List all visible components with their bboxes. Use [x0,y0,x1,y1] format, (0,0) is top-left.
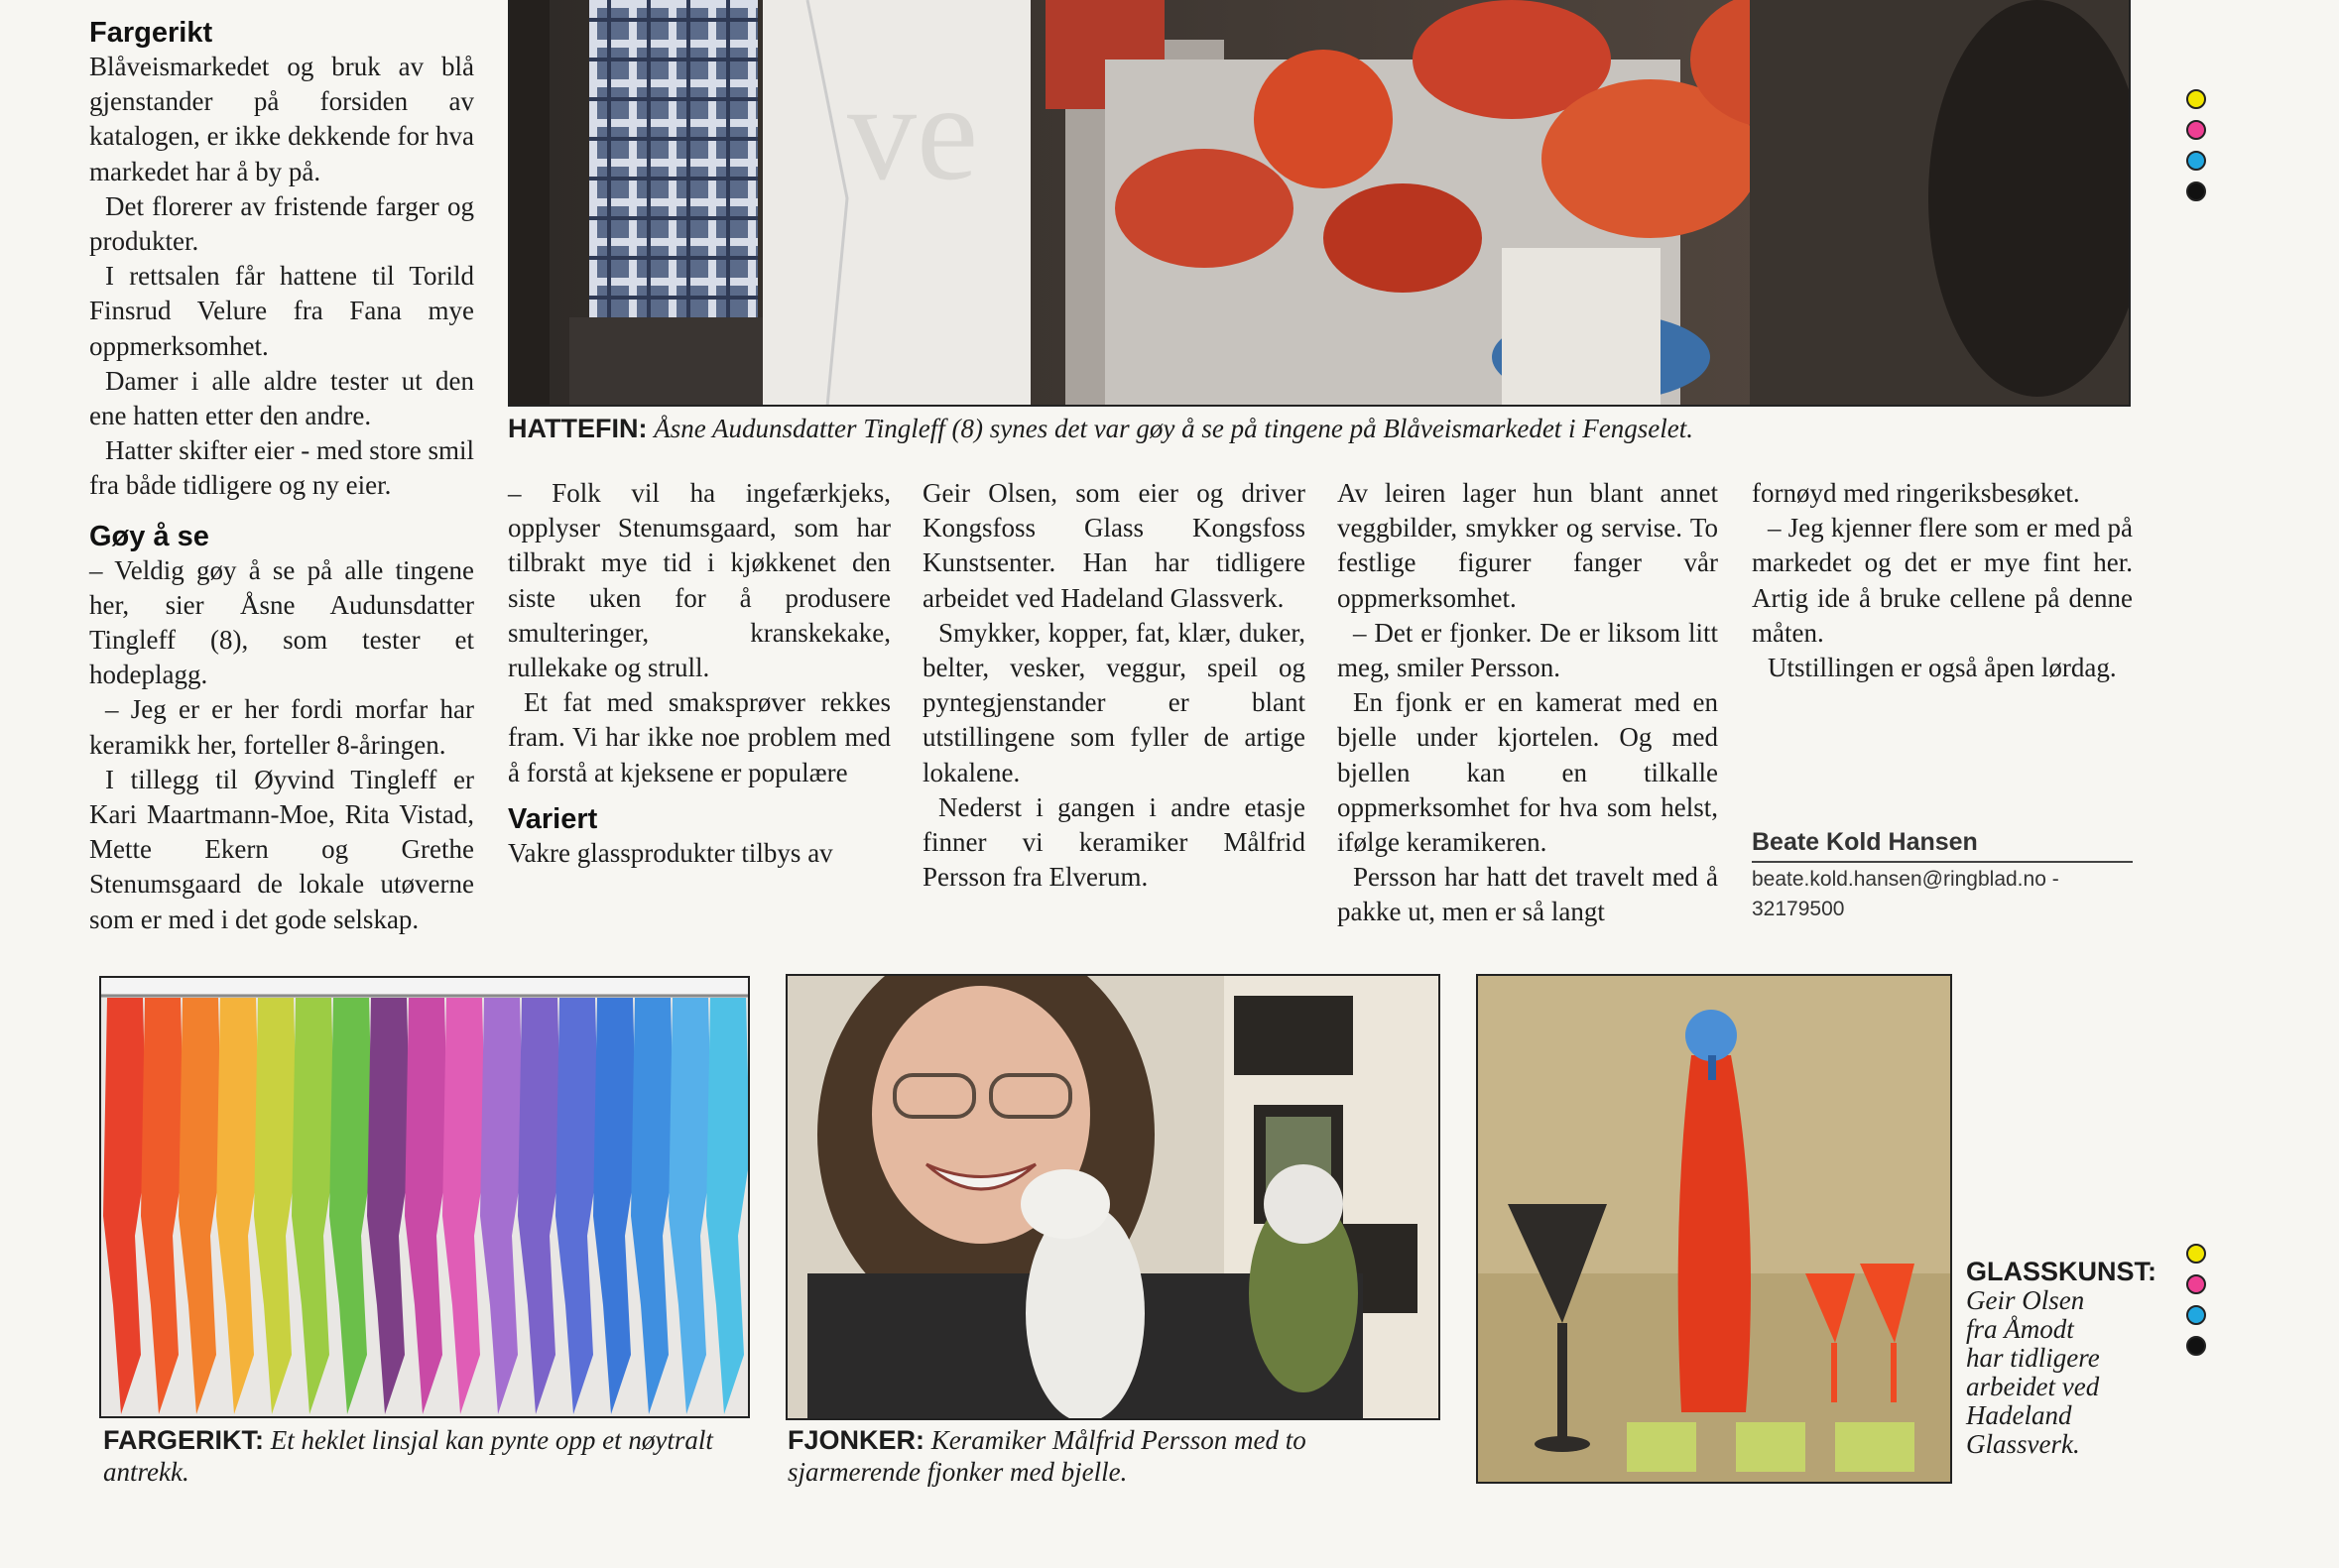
top-photo-hats [508,0,2131,407]
paragraph: Persson har hatt det travelt med å pakke ut, men er så langt [1337,862,1718,927]
caption-text-fargerikt: Et heklet linsjal kan pynte opp et nøytralt antrekk. [103,1425,713,1487]
caption-scarves [103,1424,748,1488]
byline [1752,827,2133,924]
paragraph: Hatter skifter eier - med store smil fra både tidligere og ny eier. [89,435,474,501]
photo-ceramist [786,974,1440,1420]
left-column-paragraphs-1 [89,50,474,504]
column-4-paragraphs [1337,476,1718,930]
paragraph: En fjonk er en kamerat med en bjelle under kjortelen. Og med bjellen kan en tilkalle oppmerksomhet for hva som helst, ifølge keramikeren. [1337,687,1718,858]
registration-dot [2186,181,2206,201]
paragraph: Blåveismarkedet og bruk av blå gjenstander på forsiden av katalogen, er ikke dekkende for hva markedet har å by på. [89,52,474,186]
caption-glass [1966,1257,2157,1459]
registration-dot [2186,1336,2206,1356]
paragraph: – Det er fjonker. De er liksom litt meg, smiler Persson. [1337,617,1718,683]
byline-contact: beate.kold.hansen@ringblad.no - 32179500 [1752,868,2059,920]
column-3 [923,476,1305,895]
byline-rule [1752,861,2133,863]
subheading-goy-a-se: Gøy å se [89,520,209,552]
paragraph: Det florerer av fristende farger og produkter. [89,190,474,257]
caption-text-fjonker: Keramiker Målfrid Persson med to sjarmerende fjonker med bjelle. [788,1425,1306,1487]
registration-dot [2186,1305,2206,1325]
column-2 [508,476,891,871]
photo-scarves [99,976,750,1418]
caption-ceramist [788,1424,1442,1488]
caption-label-glasskunst: GLASSKUNST: [1966,1257,2157,1286]
paragraph: I tillegg til Øyvind Tingleff er Kari Maartmann-Moe, Rita Vistad, Mette Ekern og Grethe Stenumsgaard de lokale utøverne som er med i det gode selskap. [89,764,474,934]
paragraph: – Folk vil ha ingefærkjeks, opplyser Stenumsgaard, som har tilbrakt mye tid i kjøkkenet den siste uken for å produsere smulteringer, kranskekake, rullekake og strull. [508,478,891,683]
column-4 [1337,476,1718,930]
column-2-paragraphs-1 [508,476,891,790]
subheading-fargerikt: Fargerikt [89,17,213,49]
column-5 [1752,476,2133,685]
paragraph: Nederst i gangen i andre etasje finner vi keramiker Målfrid Persson fra Elverum. [923,791,1305,893]
caption-text-glasskunst: Geir Olsen fra Åmodt har tidligere arbeidet ved Hadeland Glassverk. [1966,1285,2100,1459]
paragraph: – Jeg er er her fordi morfar har keramikk her, forteller 8-åringen. [89,694,474,760]
paragraph: Av leiren lager hun blant annet veggbilder, smykker og servise. To festlige figurer fanger vår oppmerksomhet. [1337,478,1718,613]
paragraph: – Jeg kjenner flere som er med på markedet og det er mye fint her. Artig ide å bruke cellene på denne måten. [1752,513,2133,648]
left-column-paragraphs-2 [89,553,474,937]
paragraph: – Veldig gøy å se på alle tingene her, sier Åsne Audunsdatter Tingleff (8), som tester et hodeplagg. [89,554,474,690]
column-3-paragraphs [923,476,1305,895]
top-photo-caption [508,413,2135,444]
paragraph: fornøyd med ringeriksbesøket. [1752,478,2080,508]
registration-dot [2186,1244,2206,1264]
photo-glass [1476,974,1952,1484]
registration-dot [2186,1274,2206,1294]
caption-label-fjonker: FJONKER: [788,1425,925,1455]
paragraph: Utstillingen er også åpen lørdag. [1768,653,2117,683]
column-2-paragraphs-2 [508,836,891,871]
registration-dot [2186,89,2206,109]
paragraph: I rettsalen får hattene til Torild Finsrud Velure fra Fana mye oppmerksomhet. [89,261,474,361]
byline-name: Beate Kold Hansen [1752,828,1978,856]
subheading-variert: Variert [508,802,598,835]
registration-dot [2186,120,2206,140]
paragraph: Damer i alle aldre tester ut den ene hatten etter den andre. [89,365,474,431]
svg-text:ve: ve [847,56,979,209]
paragraph: Vakre glassprodukter tilbys av [508,837,833,868]
paragraph: Geir Olsen, som eier og driver Kongsfoss Glass Kongsfoss Kunstsenter. Han har tidligere arbeidet ved Hadeland Glassverk. [923,478,1305,613]
left-column [89,16,474,937]
caption-text-hattefin: Åsne Audunsdatter Tingleff (8) synes det var gøy å se på tingene på Blåveismarkedet i Fengselet. [654,414,1694,443]
paragraph: Smykker, kopper, fat, klær, duker, belter, vesker, veggur, speil og pyntegjenstander er blant utstillingene som fyller de artige lokalene. [923,617,1305,787]
caption-label-fargerikt: FARGERIKT: [103,1425,264,1455]
column-5-paragraphs [1752,476,2133,685]
registration-dot [2186,151,2206,171]
caption-label-hattefin: HATTEFIN: [508,414,648,443]
paragraph: Et fat med smaksprøver rekkes fram. Vi har ikke noe problem med å forstå at kjeksene er populære [508,687,891,787]
